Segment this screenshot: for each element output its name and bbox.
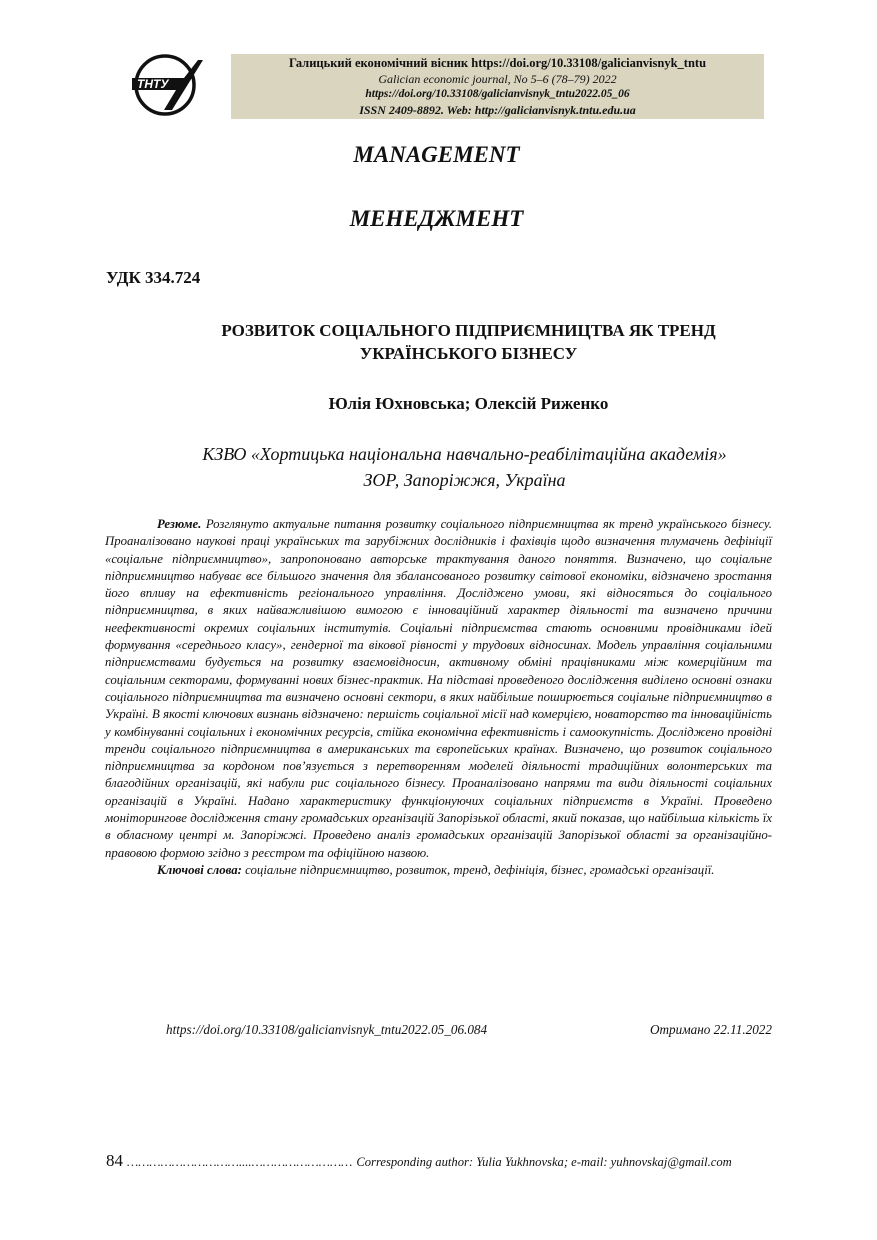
received-date: Отримано 22.11.2022 [649, 1022, 772, 1037]
journal-header-band [231, 54, 764, 119]
article-authors: Юлія Юхновська; Олексій Риженко [328, 394, 609, 413]
affiliation-line-2: ЗОР, Запоріжжя, Україна [363, 470, 566, 490]
section-title-ua: МЕНЕДЖМЕНТ [349, 206, 524, 231]
keywords-text: соціальне підприємництво, розвиток, тренд, дефініція, бізнес, громадські організації. [245, 862, 715, 877]
abstract-paragraph [105, 516, 772, 862]
tntu-logo-icon [128, 52, 204, 116]
journal-header-doi: https://doi.org/10.33108/galicianvisnyk_tntu2022.05_06 [365, 88, 630, 100]
abstract-text: Розглянуто актуальне питання розвитку соціального підприємництва як тренд українського бізнесу. Проаналізовано наукові праці українських та зарубіжних дослідників і фахівців щодо визначення тлумачень дефініції «соціальне підприємництво», запропоновано авторське трактування даного поняття. Визначено, що соціальне підприємництво набуває все більшого значення для збалансованого розвитку світової економіки, відзначено зростання його впливу на ефективність регіонального управління. Досліджено умови, які відносяться до соціального підприємництва, в яких найважливішою вимогою є інноваційний характер діяльності та визначено причини неефективності окремих соціальних інститутів. Соціальні підприємства стають основними провідниками ідей формування «середнього класу», гендерної та вікової рівності у трудових відносинах. Модель управління соціальними підприємствами будується на розвитку взаємовідносин, активному обміні працівниками між комерційним та соціальним секторами, формуванні нових бізнес-практик. На підставі проведеного дослідження виділено основні ознаки соціального підприємництва та визначено основні сектори, в яких найбільше поширюється соціальне підприємництво в Україні. В якості ключових визнань відзначено: першість соціальної місії над комерцією, новаторство та інноваційність у комбінуванні соціальних і економічних ресурсів, стійка економічна ефективність і самоокупність. Досліджено провідні тренди соціального підприємництва в американських та європейських країнах. Визначено, що розвиток соціального підприємництва за кордоном пов’язується з перетворенням моделей діяльності традиційних волонтерських та благодійних організацій, які набули рис соціального бізнесу. Проаналізовано напрями та види діяльності соціальних організацій в Україні. Надано характеристику функціонуючих соціальних підприємств в Україні. Проведено моніторингове дослідження стану громадських організацій Запорізької області, який показав, що найбільша кількість їх в обласному центрі м. Запоріжжі. Проведено аналіз громадських організацій Запорізької області за організаційно-правовою формою згідно з реєстром та офіційною назвою. [105, 517, 772, 860]
author-affiliation [0, 441, 877, 493]
page-footer [106, 1151, 786, 1171]
article-doi: https://doi.org/10.33108/galicianvisnyk_tntu2022.05_06.084 [166, 1022, 488, 1037]
article-title [0, 319, 877, 365]
page-number: 84 [106, 1151, 123, 1170]
journal-header-line-1: Галицький економічний вісник https://doi.org/10.33108/galicianvisnyk_tntu [288, 56, 707, 70]
keywords-label: Ключові слова: [157, 862, 242, 877]
section-title-en: MANAGEMENT [353, 142, 520, 167]
article-title-line-1: РОЗВИТОК СОЦІАЛЬНОГО ПІДПРИЄМНИЦТВА ЯК ТРЕНД [221, 321, 716, 340]
footer-dots: …………………………....……………………… [127, 1155, 353, 1169]
abstract-label: Резюме. [157, 517, 202, 531]
udk-code: УДК 334.724 [106, 268, 201, 287]
article-title-line-2: УКРАЇНСЬКОГО БІЗНЕСУ [359, 344, 578, 363]
journal-header-line-2: Galician economic journal, No 5–6 (78–79) 2022 [378, 71, 617, 86]
corresponding-author: Corresponding author: Yulia Yukhnovska; e-mail: yuhnovskaj@gmail.com [356, 1155, 732, 1169]
abstract-block [105, 516, 772, 879]
logo-text: ТНТУ [137, 77, 169, 91]
journal-header-issn: ISSN 2409-8892. Web: http://galicianvisnyk.tntu.edu.ua [359, 102, 636, 117]
affiliation-line-1: КЗВО «Хортицька національна навчально-реабілітаційна академія» [202, 444, 727, 464]
keywords-paragraph [105, 862, 772, 879]
